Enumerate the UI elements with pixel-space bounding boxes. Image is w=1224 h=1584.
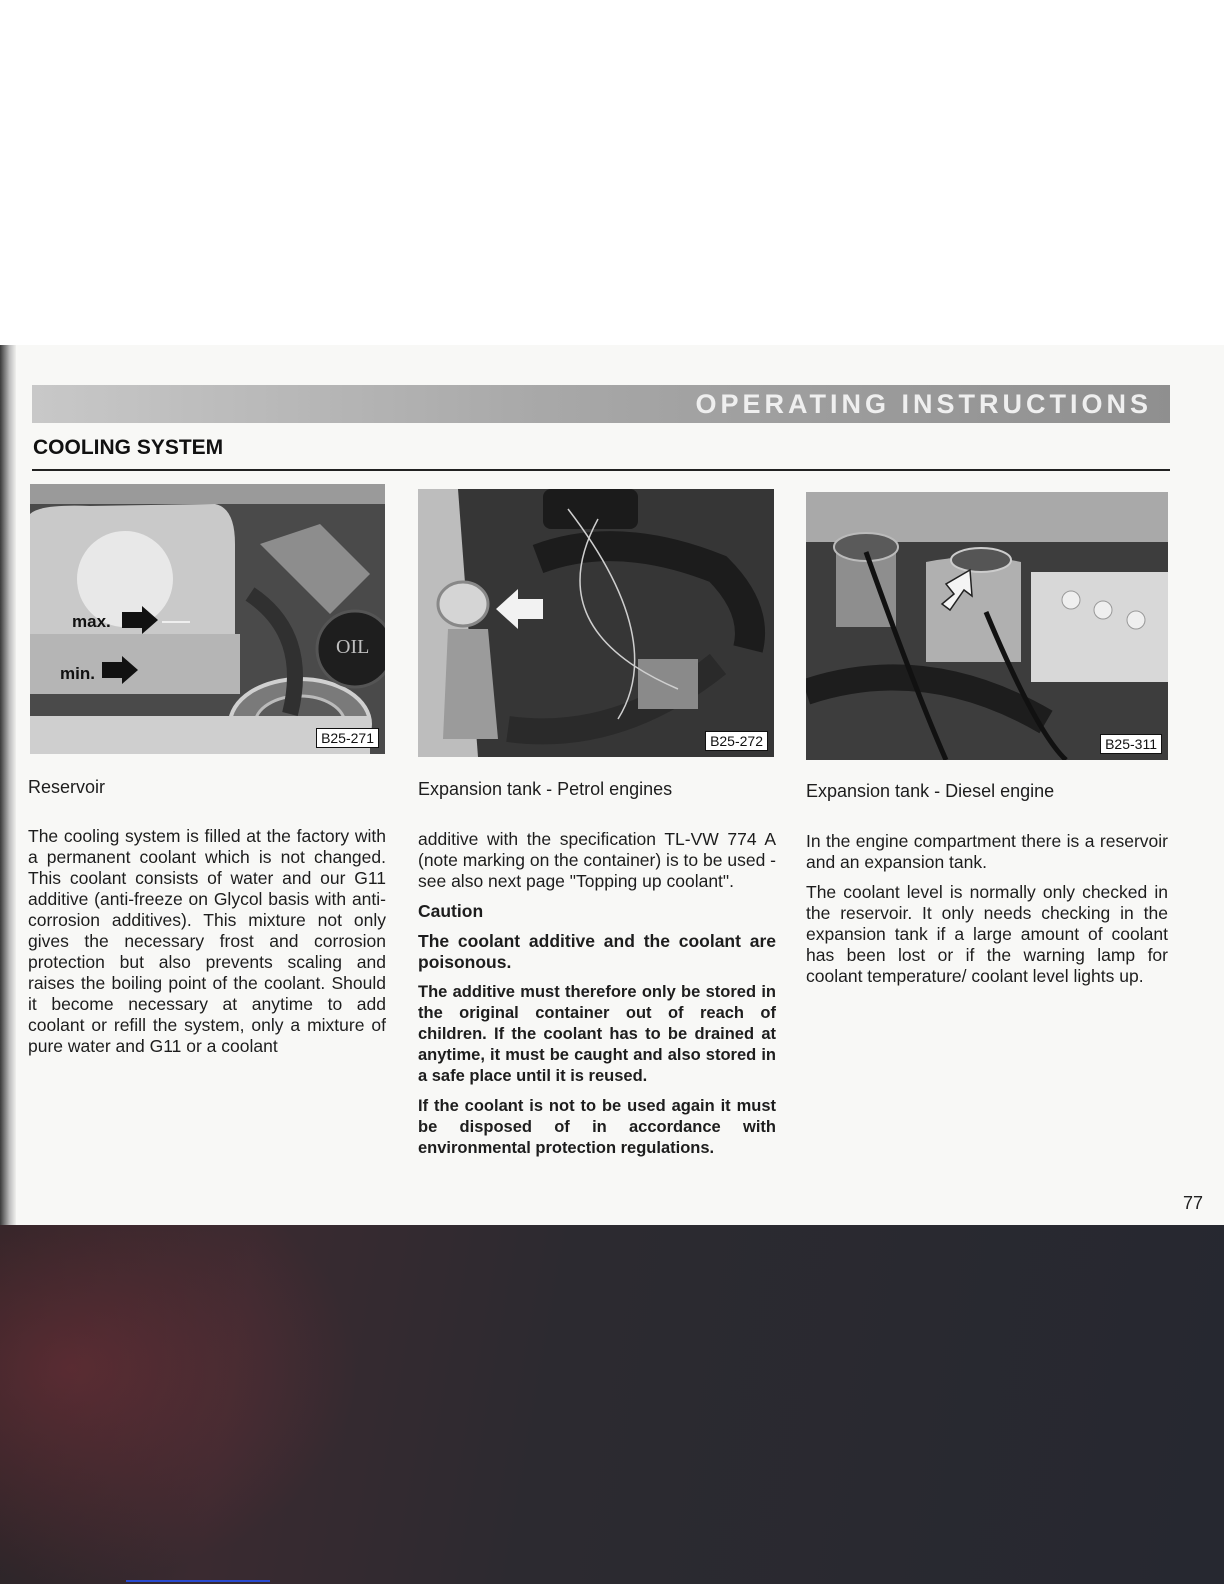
coolant-intro-paragraph: The cooling system is filled at the factory with a permanent coolant which is not changed. This coolant consists of water and our G11 additive (anti-freeze on Glycol basis with anti-corrosion additives). This mixture not only gives the necessary frost and corrosion protection but also prevents scaling and raises the boiling point of the coolant. Should it become necessary at anytime to add coolant or refill the system, only a mixture of pure water and G11 or a coolant (28, 826, 386, 1056)
diesel-engine-illustration (806, 492, 1168, 760)
figure-code: B25-272 (705, 731, 768, 751)
compartment-paragraph: In the engine compartment there is a reservoir and an expansion tank. (806, 831, 1168, 872)
reservoir-caption: Reservoir (28, 777, 106, 797)
reservoir-photo (30, 484, 385, 754)
middle-text-column (418, 829, 776, 1168)
left-text-column (28, 826, 386, 1066)
max-level-label: max. (72, 612, 111, 631)
level-check-paragraph: The coolant level is normally only checked in the reservoir. It only needs checking in the expansion tank if a large amount of coolant has been lost or if the warning lamp for coolant temperature/ coolant level lights up. (806, 882, 1168, 986)
petrol-tank-caption: Expansion tank - Petrol engines (418, 779, 673, 799)
header-banner-title: OPERATING INSTRUCTIONS (695, 389, 1152, 419)
storage-paragraph: The additive must therefore only be stored in the original container out of reach of children. If the coolant has to be drained at anytime, it must be caught and also stored in a safe place until it is reused. (418, 983, 776, 1085)
caution-label: Caution (418, 901, 484, 921)
petrol-expansion-tank-photo (418, 489, 774, 757)
min-level-label: min. (60, 664, 95, 683)
right-text-column (806, 831, 1168, 996)
header-bar (32, 385, 1170, 423)
petrol-engine-illustration (418, 489, 774, 757)
figure-code: B25-311 (1100, 734, 1162, 754)
oil-cap-label: OIL (336, 636, 370, 658)
background-shadow (0, 1225, 360, 1584)
blue-underline (126, 1580, 270, 1582)
figure-code: B25-271 (316, 728, 379, 748)
diesel-tank-caption: Expansion tank - Diesel engine (806, 781, 1055, 801)
diesel-expansion-tank-photo (806, 492, 1168, 760)
page-number: 77 (1183, 1193, 1204, 1213)
section-divider (32, 469, 1170, 471)
page-binding-edge (0, 345, 16, 1225)
section-title: COOLING SYSTEM (33, 436, 224, 459)
caution-warning: The coolant additive and the coolant are poisonous. (418, 931, 776, 972)
specification-paragraph: additive with the specification TL-VW 774 A (note marking on the container) is to be used - see also next page "Topping up coolant". (418, 829, 776, 891)
disposal-paragraph: If the coolant is not to be used again it must be disposed of in accordance with environmental protection regulations. (418, 1097, 776, 1157)
